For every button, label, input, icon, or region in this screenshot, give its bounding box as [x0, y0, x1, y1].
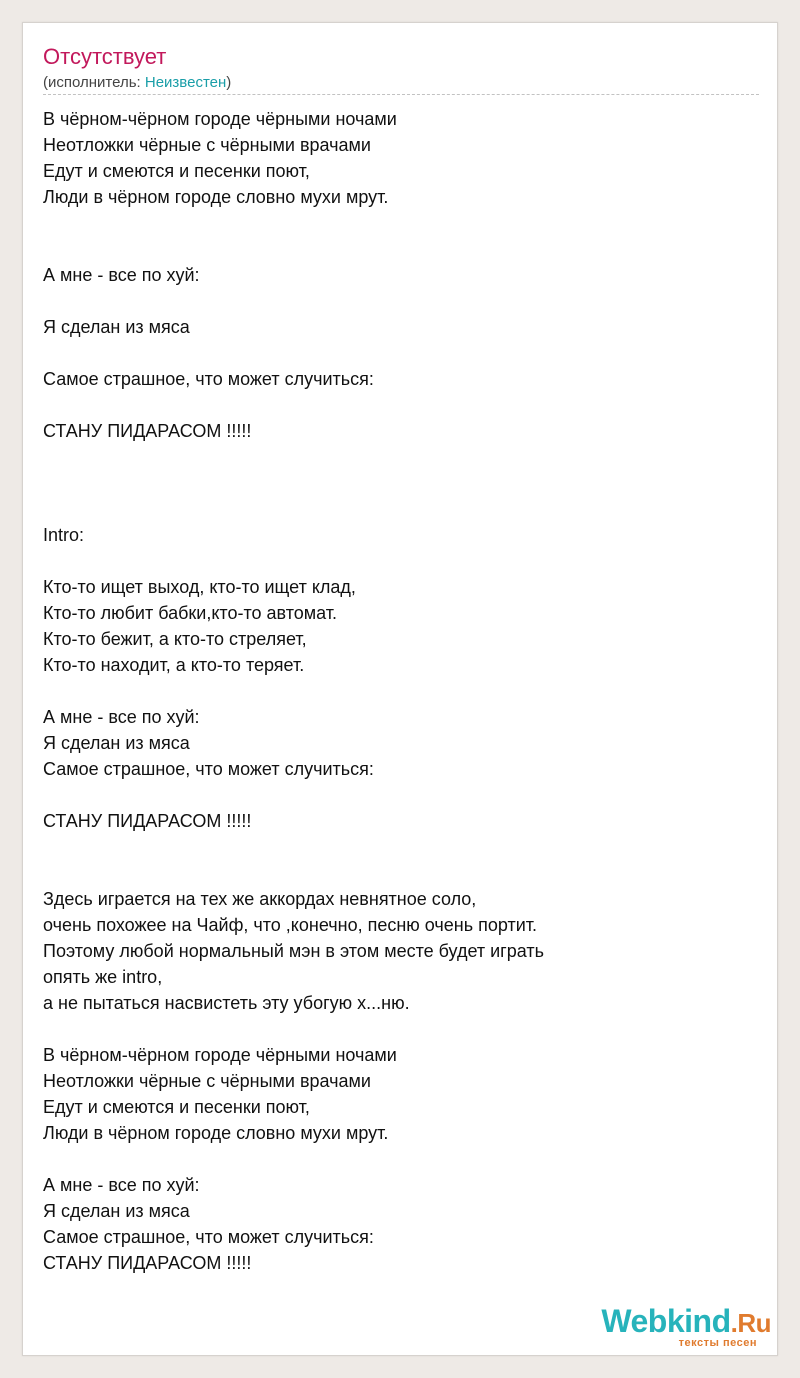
- lyric-line: В чёрном-чёрном городе чёрными ночами: [43, 1045, 397, 1065]
- lyric-line: Самое страшное, что может случиться:: [43, 1227, 374, 1247]
- lyric-line: Я сделан из мяса: [43, 317, 190, 337]
- lyric-line: [43, 236, 563, 262]
- logo-tld: .Ru: [730, 1308, 771, 1338]
- lyric-line: [43, 548, 563, 574]
- lyric-line: В чёрном-чёрном городе чёрными ночами: [43, 109, 397, 129]
- lyric-line: Кто-то ищет выход, кто-то ищет клад,: [43, 577, 356, 597]
- webkind-logo[interactable]: [581, 1304, 771, 1348]
- lyric-line: [43, 470, 563, 496]
- lyric-line: [43, 834, 563, 860]
- lyric-line: [43, 210, 563, 236]
- lyric-line: А мне - все по хуй:: [43, 707, 200, 727]
- lyric-line: [43, 1146, 563, 1172]
- lyric-line: [43, 496, 563, 522]
- lyric-line: Едут и смеются и песенки поют,: [43, 1097, 310, 1117]
- lyric-line: СТАНУ ПИДАРАСОМ !!!!!: [43, 421, 252, 441]
- lyric-line: СТАНУ ПИДАРАСОМ !!!!!: [43, 1253, 252, 1273]
- lyric-line: Люди в чёрном городе словно мухи мрут.: [43, 1123, 389, 1143]
- lyric-line: Intro:: [43, 525, 85, 545]
- lyrics-text: [43, 106, 563, 1276]
- lyric-line: [43, 678, 563, 704]
- lyric-line: [43, 288, 563, 314]
- lyric-line: Здесь играется на тех же аккордах невнятное соло,: [43, 889, 477, 909]
- lyric-line: Кто-то находит, а кто-то теряет.: [43, 655, 305, 675]
- lyric-line: Я сделан из мяса: [43, 1201, 190, 1221]
- lyric-line: очень похожее на Чайф, что ,конечно, песню очень портит.: [43, 915, 538, 935]
- lyrics-card: [22, 22, 778, 1356]
- lyric-line: Неотложки чёрные с чёрными врачами: [43, 1071, 371, 1091]
- logo-word: Webkind: [601, 1303, 731, 1339]
- lyric-line: Кто-то бежит, а кто-то стреляет,: [43, 629, 307, 649]
- lyric-line: а не пытаться насвистеть эту убогую х...ню.: [43, 993, 410, 1013]
- lyric-line: [43, 340, 563, 366]
- lyric-line: Самое страшное, что может случиться:: [43, 759, 374, 779]
- lyric-line: Люди в чёрном городе словно мухи мрут.: [43, 187, 389, 207]
- lyric-line: [43, 1016, 563, 1042]
- lyric-line: Самое страшное, что может случиться:: [43, 369, 374, 389]
- logo-wordmark: [601, 1304, 771, 1340]
- lyric-line: Кто-то любит бабки,кто-то автомат.: [43, 603, 337, 623]
- artist-link[interactable]: Неизвестен: [144, 74, 227, 91]
- artist-line: [43, 73, 231, 93]
- lyric-line: Поэтому любой нормальный мэн в этом месте будет играть опять же intro,: [43, 941, 544, 987]
- lyric-line: А мне - все по хуй:: [43, 1175, 200, 1195]
- artist-prefix: (исполнитель:: [43, 74, 145, 91]
- lyric-line: [43, 392, 563, 418]
- artist-suffix: ): [226, 74, 232, 91]
- lyric-line: [43, 860, 563, 886]
- lyric-line: Неотложки чёрные с чёрными врачами: [43, 135, 371, 155]
- lyric-line: Едут и смеются и песенки поют,: [43, 161, 310, 181]
- lyric-line: [43, 444, 563, 470]
- logo-tagline: тексты песен: [678, 1337, 757, 1349]
- lyric-line: Я сделан из мяса: [43, 733, 190, 753]
- song-title: Отсутствует: [43, 44, 167, 69]
- title-divider: [43, 94, 759, 95]
- lyric-line: А мне - все по хуй:: [43, 265, 200, 285]
- lyric-line: [43, 782, 563, 808]
- lyric-line: СТАНУ ПИДАРАСОМ !!!!!: [43, 811, 252, 831]
